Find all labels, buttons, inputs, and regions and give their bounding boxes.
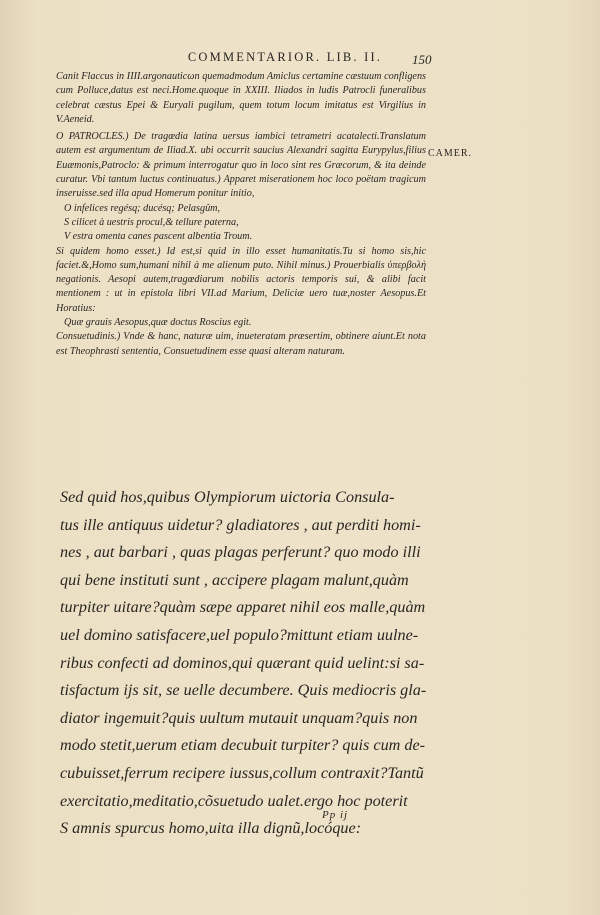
commentary-paragraph: O PATROCLES.) De tragœdia latina uersus iambici tetrametri acatalecti.Translatum autem est argumentum de Iliad.X. ubi occurrit saucius Alexandri sagitta Eurypylus,filius Euæmonis,Patroclo: & primum interrogatur quo in loco sint res Græcorum, & ita deinde curatur. Vbi tantum luctus continuatus.) Apparet miserationem hoc loco poëtam tragicum inseruisse.sed illa apud Homerum ponitur initio,: [56, 131, 426, 200]
commentary-paragraph: Consuetudinis.) Vnde & hanc, naturæ uim, inueteratam præsertim, obtinere aiunt.Et nota est Theophrasti sententia, Consuetudinem esse quasi alteram naturam.: [56, 331, 426, 357]
main-text-line: tisfactum ijs sit, se uelle decumbere. Quis mediocris gla-: [60, 681, 427, 700]
main-text-line: nes , aut barbari , quas plagas perferunt? quo modo illi: [60, 543, 421, 562]
main-text-line: qui bene instituti sunt , accipere plagam malunt,quàm: [60, 570, 409, 589]
main-text-line: turpiter uitare?quàm sæpe apparet nihil eos malle,quàm: [60, 598, 426, 617]
main-text-line: exercitatio,meditatio,cõsuetudo ualet.ergo hoc poterit: [60, 791, 408, 810]
commentary-block: [56, 70, 426, 359]
verse-quotation: [56, 202, 426, 245]
commentary-paragraph: Si quidem homo esset.) Id est,si quid in illo esset humanitatis.Tu si homo sis,hic faciet.&,Homo sum,humani nihil à me alienum puto. Nihil minus.) Prouerbialis ὑπερβολὴ negationis. Aesopi autem,tragœdiarum nobilis actoris temporis sui, & alibi facit mentionem : ut in epistola libri VII.ad Marium, Deliciæ uero tuæ,noster Aesopus.Et Horatius:: [56, 245, 426, 314]
main-text-line: Sed quid hos,quibus Olympiorum uictoria Consula-: [60, 488, 395, 506]
main-text-line: S amnis spurcus homo,uita illa dignũ,locóque:: [60, 819, 362, 838]
main-text-line: uel domino satisfacere,uel populo?mittunt etiam uulne-: [60, 625, 419, 644]
commentary-paragraph: Canit Flaccus in IIII.argonauticωn quemadmodum Amiclus certamine cæstuum confligens cum Polluce,datus est neci.Home.quoque in XXIII. Iliados in ludis Patrocli funeralibus celebrat cæstus Epei & Euryali pugilum, quem totum locum imitatus est Virgilius in V.Aeneid.: [56, 71, 426, 125]
verse-line: O infelices regésq; ducésq; Pelasgûm,: [64, 202, 221, 214]
verse-line: Quæ grauis Aesopus,quæ doctus Roscius egit.: [64, 317, 252, 329]
main-text-line: tus ille antiquus uidetur? gladiatores , aut perditi homi-: [60, 515, 421, 534]
main-text-block: [60, 484, 458, 843]
folio-number: 150: [412, 52, 432, 67]
signature-mark: Pp ij: [322, 809, 349, 821]
main-text-line: ribus confecti ad dominos,qui quærant quid uelint:si sa-: [60, 653, 425, 672]
margin-note: CAMER.: [428, 148, 473, 159]
verse-line: S cilicet à uestris procul,& tellure paterna,: [64, 216, 239, 228]
main-text-line: modo stetit,uerum etiam decubuit turpiter? quis cum de-: [60, 736, 426, 755]
main-text-line: diator ingemuit?quis uultum mutauit unquam?quis non: [60, 708, 418, 727]
verse-quotation: [56, 316, 426, 330]
main-text-line: cubuisset,ferrum recipere iussus,collum contraxit?Tantũ: [60, 763, 424, 782]
verse-line: V estra omenta canes pascent albentia Troum.: [64, 231, 253, 243]
running-title: COMMENTARIOR. LIB. II.: [187, 50, 383, 64]
